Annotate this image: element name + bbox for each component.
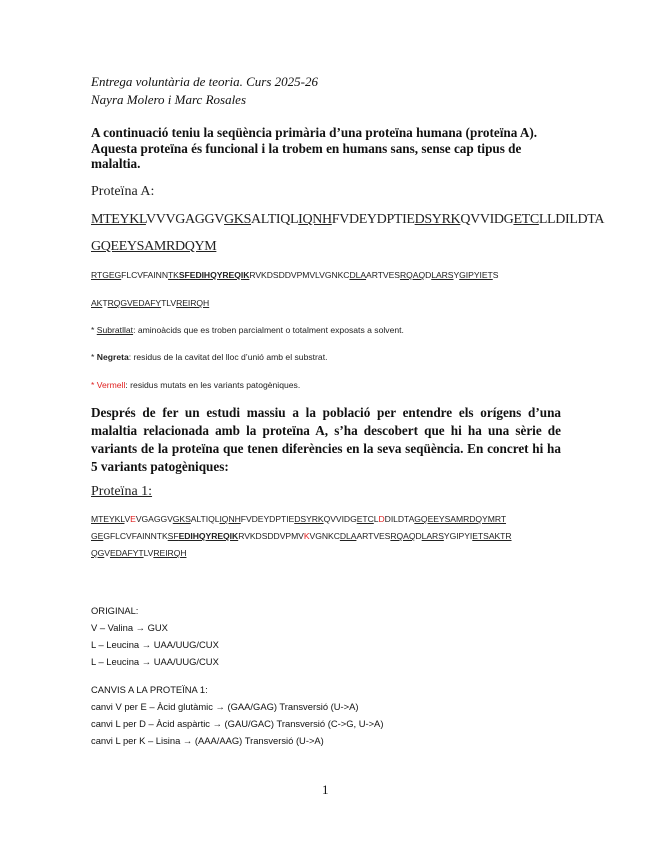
protein-a-seq-line1: MTEYKLVVVGAGGVGKSALTIQLIQNHFVDEYDPTIEDSYRKQVVIDGETCLLDILDTA [91,212,605,227]
legend-bold-term: Negreta [96,352,129,362]
intro-paragraph: A continuació teniu la seqüència primària d’una proteïna humana (proteïna A). Aquesta proteïna és funcional i la trobem en humans sans, sense cap tipus de malaltia. [91,125,538,171]
legend-red [91,380,300,390]
legend-red-desc: : residus mutats en les variants patogèniques. [125,380,301,390]
legend-red-term: Vermell [96,380,126,390]
protein-1-seq-line3: QGVEDAFYTLVREIRQH [91,548,187,558]
study-paragraph: Després de fer un estudi massiu a la població per entendre els orígens d’una malaltia relacionada amb la proteïna A, s’ha descobert que hi ha una sèrie de variants de la proteïna que tenen diferències en la seva seqüència. En concret hi ha 5 variants patogèniques: [91,405,561,474]
legend-bullet: * [91,380,95,390]
protein-1-label [91,484,152,500]
protein-1-label-text: Proteïna 1: [91,484,153,499]
header-authors-line: Nayra Molero i Marc Rosales [91,92,247,107]
original-title: ORIGINAL: [91,605,139,616]
legend-bullet: * [91,352,95,362]
protein-a-seq-line3: RTGEGFLCVFAINNTKSFEDIHQYREQIKRVKDSDDVPMVLVGNKCDLAARTVESRQAQDLARSYGIPYIETS [91,270,499,280]
original-item: V – Valina → GUX [91,622,168,633]
change-item: canvi L per K – Lisina → (AAA/AAG) Transversió (U->A) [91,735,324,746]
legend-underline [91,325,404,335]
legend-bold-desc: : residus de la cavitat del lloc d’unió amb el substrat. [128,352,328,362]
legend-underline-term: Subratllat [96,325,134,335]
original-item: L – Leucina → UAA/UUG/CUX [91,639,219,650]
change-item: canvi L per D – Àcid aspàrtic → (GAU/GAC) Transversió (C->G, U->A) [91,718,384,729]
legend-bold [91,352,327,362]
page-number: 1 [322,782,329,797]
protein-1-seq-line2: GEGFLCVFAINNTKSFEDIHQYREQIKRVKDSDDVPMVKVGNKCDLAARTVESRQAQDLARSYGIPYIETSAKTR [91,531,512,541]
original-item: L – Leucina → UAA/UUG/CUX [91,656,219,667]
protein-a-seq-line4: AKTRQGVEDAFYTLVREIRQH [91,298,210,308]
change-item: canvi V per E – Àcid glutàmic → (GAA/GAG) Transversió (U->A) [91,701,359,712]
legend-bullet: * [91,325,95,335]
changes-title: CANVIS A LA PROTEÏNA 1: [91,684,208,695]
protein-a-label: Proteïna A: [91,184,155,199]
protein-a-seq-line2: GQEEYSAMRDQYM [91,239,217,254]
legend-underline-desc: : aminoàcids que es troben parcialment o totalment exposats a solvent. [133,325,404,335]
header-course-line: Entrega voluntària de teoria. Curs 2025-26 [91,74,319,89]
protein-1-seq-line1: MTEYKLVEVGAGGVGKSALTIQLIQNHFVDEYDPTIEDSYRKQVVIDGETCLDDILDTAGQEEYSAMRDQYMRT [91,514,507,524]
